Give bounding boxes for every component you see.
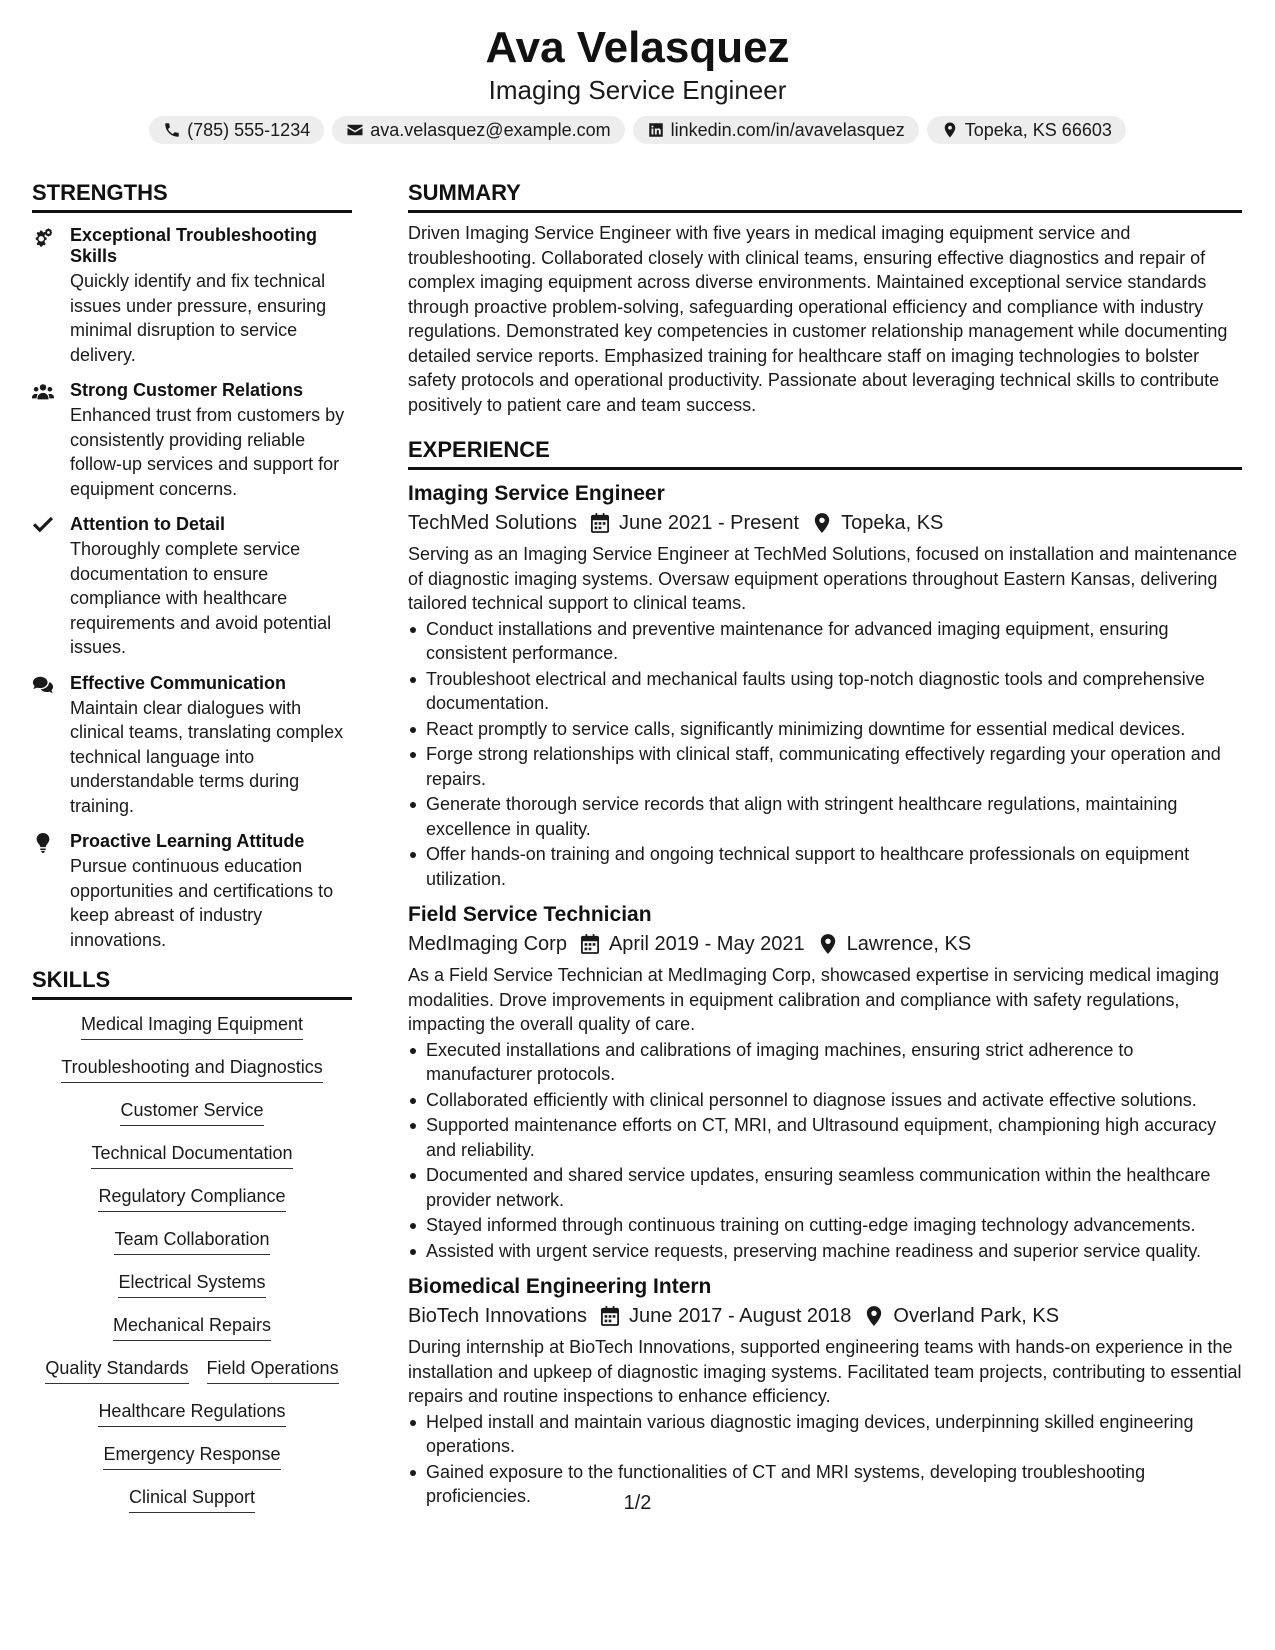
job-description: Serving as an Imaging Service Engineer at TechMed Solutions, focused on installation and maintenance of diagnostic imaging systems. Oversaw equipment operations throughout Eastern Kansas, delivering tailored technical support to clinical teams.: [408, 544, 1238, 613]
job-entry: [408, 901, 1242, 1263]
job-dates: April 2019 - May 2021: [608, 933, 805, 955]
phone-icon: [163, 121, 181, 139]
contact-bar: [0, 116, 1275, 144]
skill-tag: Emergency Response: [103, 1442, 280, 1470]
bullet-item: Gained exposure to the functionalities of CT and MRI systems, developing troubleshooting proficiencies.: [408, 1460, 1242, 1509]
contact-email[interactable]: [332, 116, 624, 144]
linkedin-icon: [647, 121, 665, 139]
strength-title: Effective Communication: [70, 672, 287, 693]
linkedin-text: linkedin.com/in/avavelasquez: [670, 120, 905, 140]
summary-text: Driven Imaging Service Engineer with five years in medical imaging equipment service and troubleshooting. Collaborated closely with clinical teams, ensuring effective diagnostics and repair of complex imaging equipment across diverse environments. Maintained exceptional service standards through proactive problem-solving, safeguarding operational efficiency and compliance with industry regulations. Demonstrated key competencies in customer relationship management while documenting detailed service reports. Emphasized training for healthcare staff on imaging technologies to bolster safety protocols and operational productivity. Passionate about leveraging technical skills to contribute positively to patient care and team success.: [408, 223, 1228, 415]
job-description: As a Field Service Technician at MedImaging Corp, showcased expertise in servicing medical imaging modalities. Drove improvements in equipment calibration and compliance with safety regulations, impacting the overall quality of care.: [408, 965, 1220, 1034]
skill-tag: Regulatory Compliance: [98, 1184, 285, 1212]
job-location: Overland Park, KS: [893, 1305, 1060, 1327]
strength-item: [32, 831, 352, 952]
contact-location[interactable]: [927, 116, 1126, 144]
right-column: [408, 178, 1242, 1510]
location-pin-icon: [813, 513, 831, 533]
job-company: BioTech Innovations: [408, 1305, 588, 1327]
comments-icon: [32, 675, 54, 695]
strength-desc: Pursue continuous education opportunities and certifications to keep abreast of industry innovations.: [70, 856, 334, 950]
skill-tag: Troubleshooting and Diagnostics: [61, 1055, 323, 1083]
envelope-icon: [346, 121, 364, 139]
skills-heading: SKILLS: [32, 965, 352, 1000]
strength-desc: Maintain clear dialogues with clinical teams, translating complex technical language into understandable terms during training.: [70, 697, 344, 816]
job-meta: [408, 1301, 1242, 1331]
skill-tag: Electrical Systems: [118, 1270, 265, 1298]
job-location: Lawrence, KS: [846, 933, 972, 955]
job-dates: June 2021 - Present: [618, 512, 800, 534]
strength-item: [32, 380, 352, 501]
bullet-item: Conduct installations and preventive maintenance for advanced imaging equipment, ensuring consistent performance.: [408, 617, 1242, 666]
strength-title: Strong Customer Relations: [70, 380, 304, 400]
job-entry: [408, 1273, 1242, 1509]
bullet-item: React promptly to service calls, significantly minimizing downtime for essential medical devices.: [408, 717, 1242, 742]
experience-heading: EXPERIENCE: [408, 435, 1242, 470]
job-dates: June 2017 - August 2018: [629, 1305, 852, 1327]
bullet-item: Helped install and maintain various diagnostic imaging devices, underpinning skilled engineering operations.: [408, 1410, 1242, 1459]
job-location: Topeka, KS: [841, 512, 944, 534]
skill-tag: Healthcare Regulations: [98, 1399, 285, 1427]
gears-icon: [32, 227, 54, 247]
bullet-item: Collaborated efficiently with clinical personnel to diagnose issues and activate effective solutions.: [408, 1088, 1242, 1113]
skill-tag: Mechanical Repairs: [113, 1313, 271, 1341]
job-bullets: [408, 617, 1242, 892]
strength-desc: Enhanced trust from customers by consistently providing reliable follow-up services and support for equipment concerns.: [70, 405, 345, 499]
skill-tag: Clinical Support: [129, 1485, 255, 1513]
summary-heading: SUMMARY: [408, 178, 1242, 213]
bullet-item: Assisted with urgent service requests, preserving machine readiness and superior service quality.: [408, 1239, 1242, 1264]
contact-phone[interactable]: [149, 116, 324, 144]
strength-item: [32, 514, 352, 660]
bullet-item: Supported maintenance efforts on CT, MRI, and Ultrasound equipment, championing high accuracy and reliability.: [408, 1113, 1242, 1162]
email-text: ava.velasquez@example.com: [370, 120, 611, 140]
strengths-list: [32, 225, 352, 952]
location-text: Topeka, KS 66603: [964, 120, 1112, 140]
location-pin-icon: [941, 121, 959, 139]
location-pin-icon: [819, 934, 837, 954]
strength-title: Proactive Learning Attitude: [70, 831, 305, 851]
bullet-item: Executed installations and calibrations of imaging machines, ensuring strict adherence to manufacturer protocols.: [408, 1038, 1242, 1087]
candidate-name: Ava Velasquez: [485, 23, 790, 72]
job-meta: [408, 508, 1242, 538]
job-title: Imaging Service Engineer: [408, 482, 665, 505]
bullet-item: Generate thorough service records that align with stringent healthcare regulations, maintaining excellence in quality.: [408, 792, 1242, 841]
page-number: 1/2: [623, 1492, 652, 1514]
job-title: Field Service Technician: [408, 903, 652, 926]
job-entry: [408, 480, 1242, 891]
strength-desc: Quickly identify and fix technical issues under pressure, ensuring minimal disruption to service delivery.: [70, 271, 327, 365]
bullet-item: Troubleshoot electrical and mechanical faults using top-notch diagnostic tools and comprehensive documentation.: [408, 667, 1242, 716]
job-bullets: [408, 1038, 1242, 1264]
skill-tag: Customer Service: [120, 1098, 263, 1126]
calendar-icon: [581, 934, 599, 954]
skill-tag: Quality Standards: [45, 1356, 188, 1384]
bullet-item: Documented and shared service updates, ensuring seamless communication within the healthcare provider network.: [408, 1163, 1242, 1212]
skill-tag: Medical Imaging Equipment: [81, 1012, 303, 1040]
contact-linkedin[interactable]: [633, 116, 919, 144]
candidate-title: Imaging Service Engineer: [488, 75, 787, 105]
strength-item: [32, 225, 352, 367]
skills-list: [32, 1012, 352, 1528]
location-pin-icon: [865, 1306, 883, 1326]
strengths-heading: STRENGTHS: [32, 178, 352, 213]
skill-tag: Team Collaboration: [114, 1227, 269, 1255]
job-company: TechMed Solutions: [408, 512, 577, 534]
job-description: During internship at BioTech Innovations, supported engineering teams with hands-on experience in the installation and upkeep of diagnostic imaging systems. Facilitated team projects, contributing to essential repairs and routine inspections to enhance efficiency.: [408, 1337, 1242, 1406]
job-company: MedImaging Corp: [408, 933, 567, 955]
strength-title: Exceptional Troubleshooting Skills: [70, 225, 318, 266]
phone-text: (785) 555-1234: [187, 120, 311, 140]
bullet-item: Forge strong relationships with clinical staff, communicating effectively regarding your operation and repairs.: [408, 742, 1242, 791]
left-column: [32, 178, 352, 1528]
calendar-icon: [591, 513, 609, 533]
job-title: Biomedical Engineering Intern: [408, 1275, 712, 1298]
strength-item: [32, 673, 352, 819]
check-icon: [32, 516, 54, 536]
bullet-item: Offer hands-on training and ongoing technical support to healthcare professionals on equipment utilization.: [408, 842, 1242, 891]
resume-header: [0, 22, 1275, 144]
calendar-icon: [601, 1306, 619, 1326]
lightbulb-icon: [32, 833, 54, 853]
users-icon: [32, 382, 54, 402]
job-meta: [408, 929, 1242, 959]
skill-tag: Technical Documentation: [91, 1141, 292, 1169]
skill-tag: Field Operations: [207, 1356, 339, 1384]
strength-desc: Thoroughly complete service documentation to ensure compliance with healthcare requirements and avoid potential issues.: [70, 539, 332, 657]
bullet-item: Stayed informed through continuous training on cutting-edge imaging technology advancements.: [408, 1213, 1242, 1238]
strength-title: Attention to Detail: [70, 514, 225, 534]
